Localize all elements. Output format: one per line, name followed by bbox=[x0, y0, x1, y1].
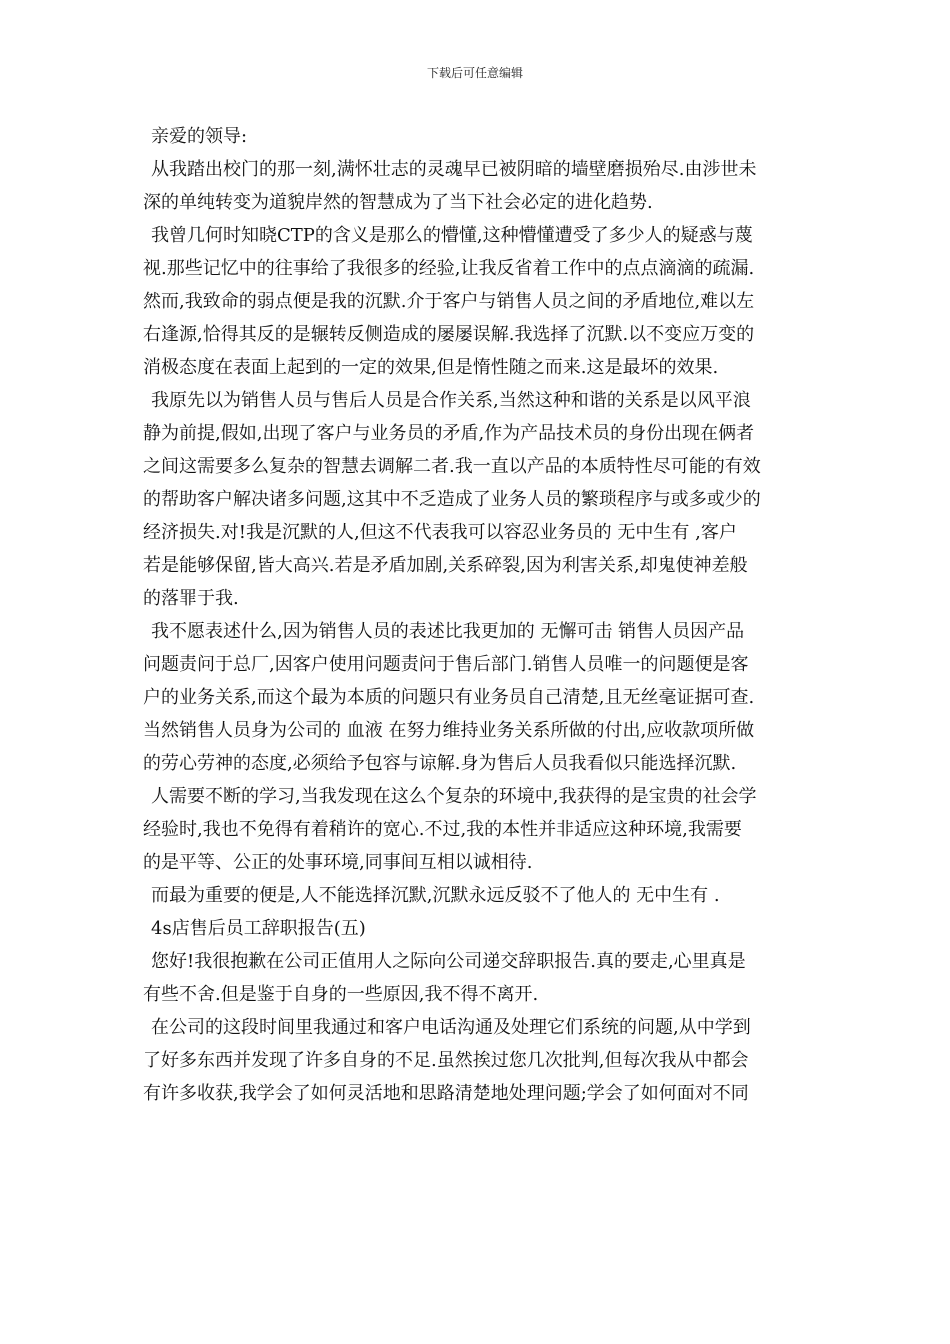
text-line: 有些不舍.但是鉴于自身的一些原因,我不得不离开. bbox=[143, 984, 539, 1005]
text-line: 4s店售后员工辞职报告(五) bbox=[151, 918, 366, 939]
text-line: 而最为重要的便是,人不能选择沉默,沉默永远反驳不了他人的 无中生有 . bbox=[151, 885, 720, 906]
text-line: 之间这需要多么复杂的智慧去调解二者.我一直以产品的本质特性尽可能的有效 bbox=[143, 456, 761, 477]
text-line: 视.那些记忆中的往事给了我很多的经验,让我反省着工作中的点点滴滴的疏漏. bbox=[143, 258, 755, 279]
text-line: 有许多收获,我学会了如何灵活地和思路清楚地处理问题;学会了如何面对不同 bbox=[143, 1083, 749, 1104]
text-line: 我原先以为销售人员与售后人员是合作关系,当然这种和谐的关系是以风平浪 bbox=[151, 390, 751, 411]
text-line: 户的业务关系,而这个最为本质的问题只有业务员自己清楚,且无丝毫证据可查. bbox=[143, 687, 755, 708]
text-line: 问题责问于总厂,因客户使用问题责问于售后部门.销售人员唯一的问题便是客 bbox=[143, 654, 749, 675]
text-line: 深的单纯转变为道貌岸然的智慧成为了当下社会必定的进化趋势. bbox=[143, 192, 653, 213]
text-line: 的是平等、公正的处事环境,同事间互相以诚相待. bbox=[143, 852, 533, 873]
text-line: 的落罪于我. bbox=[143, 588, 239, 609]
text-line: 了好多东西并发现了许多自身的不足.虽然挨过您几次批判,但每次我从中都会 bbox=[143, 1050, 749, 1071]
text-line: 您好!我很抱歉在公司正值用人之际向公司递交辞职报告.真的要走,心里真是 bbox=[151, 951, 746, 972]
text-line: 从我踏出校门的那一刻,满怀壮志的灵魂早已被阴暗的墙壁磨损殆尽.由涉世未 bbox=[151, 159, 757, 180]
text-line: 静为前提,假如,出现了客户与业务员的矛盾,作为产品技术员的身份出现在俩者 bbox=[143, 423, 755, 444]
text-line: 当然销售人员身为公司的 血液 在努力维持业务关系所做的付出,应收款项所做 bbox=[143, 720, 755, 741]
text-line: 若是能够保留,皆大高兴.若是矛盾加剧,关系碎裂,因为利害关系,却鬼使神差般 bbox=[143, 555, 748, 576]
text-line: 我不愿表述什么,因为销售人员的表述比我更加的 无懈可击 销售人员因产品 bbox=[151, 621, 745, 642]
document-body bbox=[143, 120, 808, 1110]
text-line: 在公司的这段时间里我通过和客户电话沟通及处理它们系统的问题,从中学到 bbox=[151, 1017, 751, 1038]
page-header bbox=[0, 66, 950, 80]
text-line: 消极态度在表面上起到的一定的效果,但是惰性随之而来.这是最坏的效果. bbox=[143, 357, 719, 378]
text-line: 亲爱的领导: bbox=[151, 126, 248, 147]
text-line: 的劳心劳神的态度,必须给予包容与谅解.身为售后人员我看似只能选择沉默. bbox=[143, 753, 737, 774]
text-line: 人需要不断的学习,当我发现在这么个复杂的环境中,我获得的是宝贵的社会学 bbox=[151, 786, 757, 807]
text-line: 然而,我致命的弱点便是我的沉默.介于客户与销售人员之间的矛盾地位,难以左 bbox=[143, 291, 755, 312]
text-line: 经验时,我也不免得有着稍许的宽心.不过,我的本性并非适应这种环境,我需要 bbox=[143, 819, 742, 840]
text-line: 经济损失.对!我是沉默的人,但这不代表我可以容忍业务员的 无中生有 ,客户 bbox=[143, 522, 737, 543]
header-text: 下载后可任意编辑 bbox=[426, 66, 523, 80]
text-line: 右逢源,恰得其反的是辗转反侧造成的屡屡误解.我选择了沉默.以不变应万变的 bbox=[143, 324, 755, 345]
text-line: 我曾几何时知晓CTP的含义是那么的懵懂,这种懵懂遭受了多少人的疑惑与蔑 bbox=[151, 225, 753, 246]
text-line: 的帮助客户解决诸多问题,这其中不乏造成了业务人员的繁琐程序与或多或少的 bbox=[143, 489, 761, 510]
